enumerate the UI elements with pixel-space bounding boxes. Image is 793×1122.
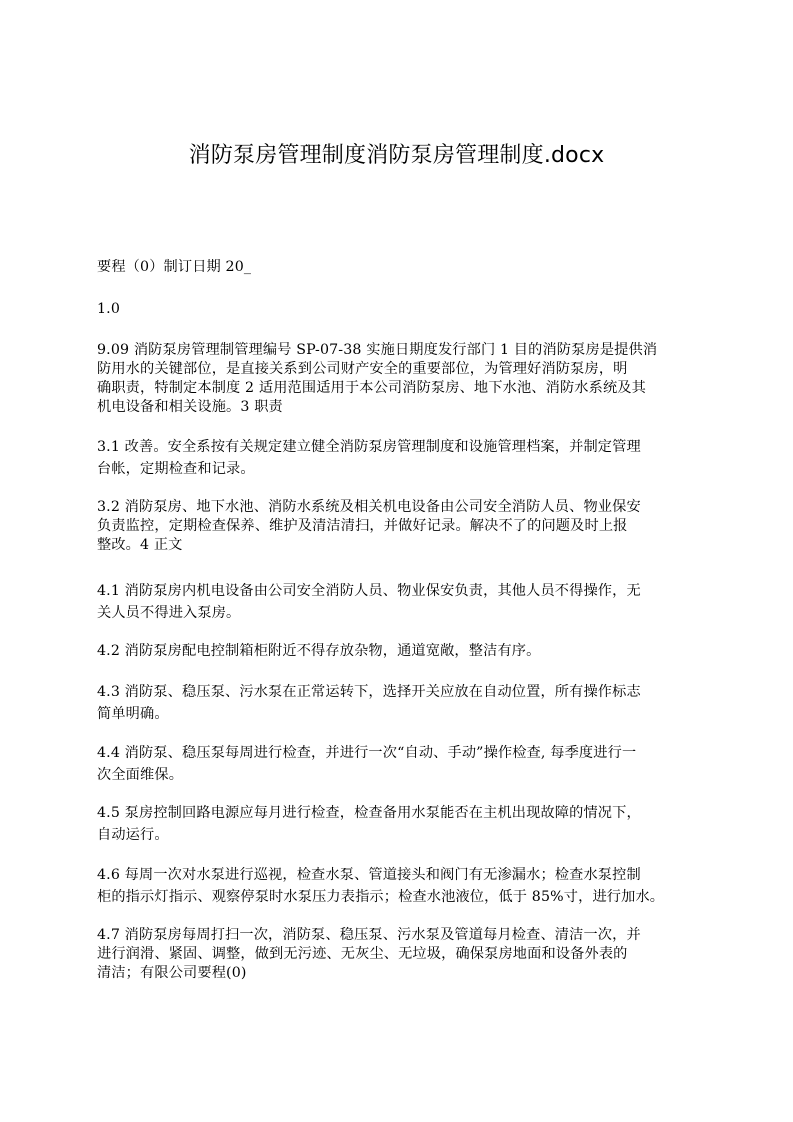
paragraph-line: 4.1 消防泵房内机电设备由公司安全消防人员、物业保安负责，其他人员不得操作，无	[97, 583, 641, 599]
paragraph-line: 简单明确。	[97, 706, 169, 722]
paragraph-version	[97, 298, 120, 320]
paragraph-3-2	[97, 496, 641, 556]
paragraph-line: 4.5 泵房控制回路电源应每月进行检查，检查备用水泵能否在主机出现故障的情况下，	[97, 805, 641, 821]
paragraph-line: 4.2 消防泵房配电控制箱柜附近不得存放杂物，通道宽敞，整洁有序。	[97, 643, 541, 659]
paragraph-line: 次全面维保。	[97, 767, 184, 783]
paragraph-line: 1.0	[97, 301, 121, 317]
paragraph-4-2	[97, 640, 540, 662]
paragraph-line: 进行润滑、紧固、调整，做到无污迹、无灰尘、无垃圾，确保泵房地面和设备外表的	[97, 946, 628, 962]
paragraph-4-3	[97, 681, 641, 725]
paragraph-purpose-scope	[97, 339, 657, 418]
document-title: 消防泵房管理制度消防泵房管理制度.docx	[188, 143, 605, 168]
paragraph-line: 3.1 改善。安全系按有关规定建立健全消防泵房管理制度和设施管理档案，并制定管理	[97, 439, 641, 455]
paragraph-line: 整改。4 正文	[97, 537, 183, 553]
paragraph-4-5	[97, 802, 641, 846]
paragraph-revision-date	[97, 256, 251, 278]
paragraph-line: 台帐，定期检查和记录。	[97, 461, 255, 477]
paragraph-line: 3.2 消防泵房、地下水池、消防水系统及相关机电设备由公司安全消防人员、物业保安	[97, 499, 641, 515]
paragraph-line: 机电设备和相关设施。3 职责	[97, 399, 283, 415]
paragraph-4-4	[97, 742, 636, 786]
paragraph-line: 确职责，特制定本制度 2 适用范围适用于本公司消防泵房、地下水池、消防水系统及其	[97, 380, 646, 396]
paragraph-line: 要程（0）制订日期 20_	[97, 259, 252, 275]
paragraph-line: 柜的指示灯指示、观察停泵时水泵压力表指示；检查水池液位，低于 85%寸，进行加水。	[97, 889, 665, 905]
paragraph-line: 9.09 消防泵房管理制管理编号 SP-07-38 实施日期度发行部门 1 目的消防泵房是提供消	[97, 342, 658, 358]
paragraph-line: 4.6 每周一次对水泵进行巡视，检查水泵、管道接头和阀门有无渗漏水；检查水泵控制	[97, 867, 641, 883]
paragraph-3-1	[97, 436, 641, 480]
paragraph-line: 关人员不得进入泵房。	[97, 605, 241, 621]
paragraph-line: 4.3 消防泵、稳压泵、污水泵在正常运转下，选择开关应放在自动位置，所有操作标志	[97, 684, 641, 700]
paragraph-4-6	[97, 864, 664, 908]
paragraph-line: 自动运行。	[97, 827, 169, 843]
paragraph-line: 防用水的关键部位，是直接关系到公司财产安全的重要部位，为管理好消防泵房，明	[97, 361, 628, 377]
paragraph-line: 清洁；有限公司要程(0)	[97, 965, 247, 981]
paragraph-line: 负责监控，定期检查保养、维护及清洁清扫，并做好记录。解决不了的问题及时上报	[97, 518, 628, 534]
paragraph-4-7	[97, 924, 641, 984]
paragraph-line: 4.7 消防泵房每周打扫一次，消防泵、稳压泵、污水泵及管道每月检查、清洁一次，并	[97, 927, 641, 943]
paragraph-line: 4.4 消防泵、稳压泵每周进行检查，并进行一次“自动、手动”操作检查, 每季度进行一	[97, 745, 637, 761]
paragraph-4-1	[97, 580, 641, 624]
